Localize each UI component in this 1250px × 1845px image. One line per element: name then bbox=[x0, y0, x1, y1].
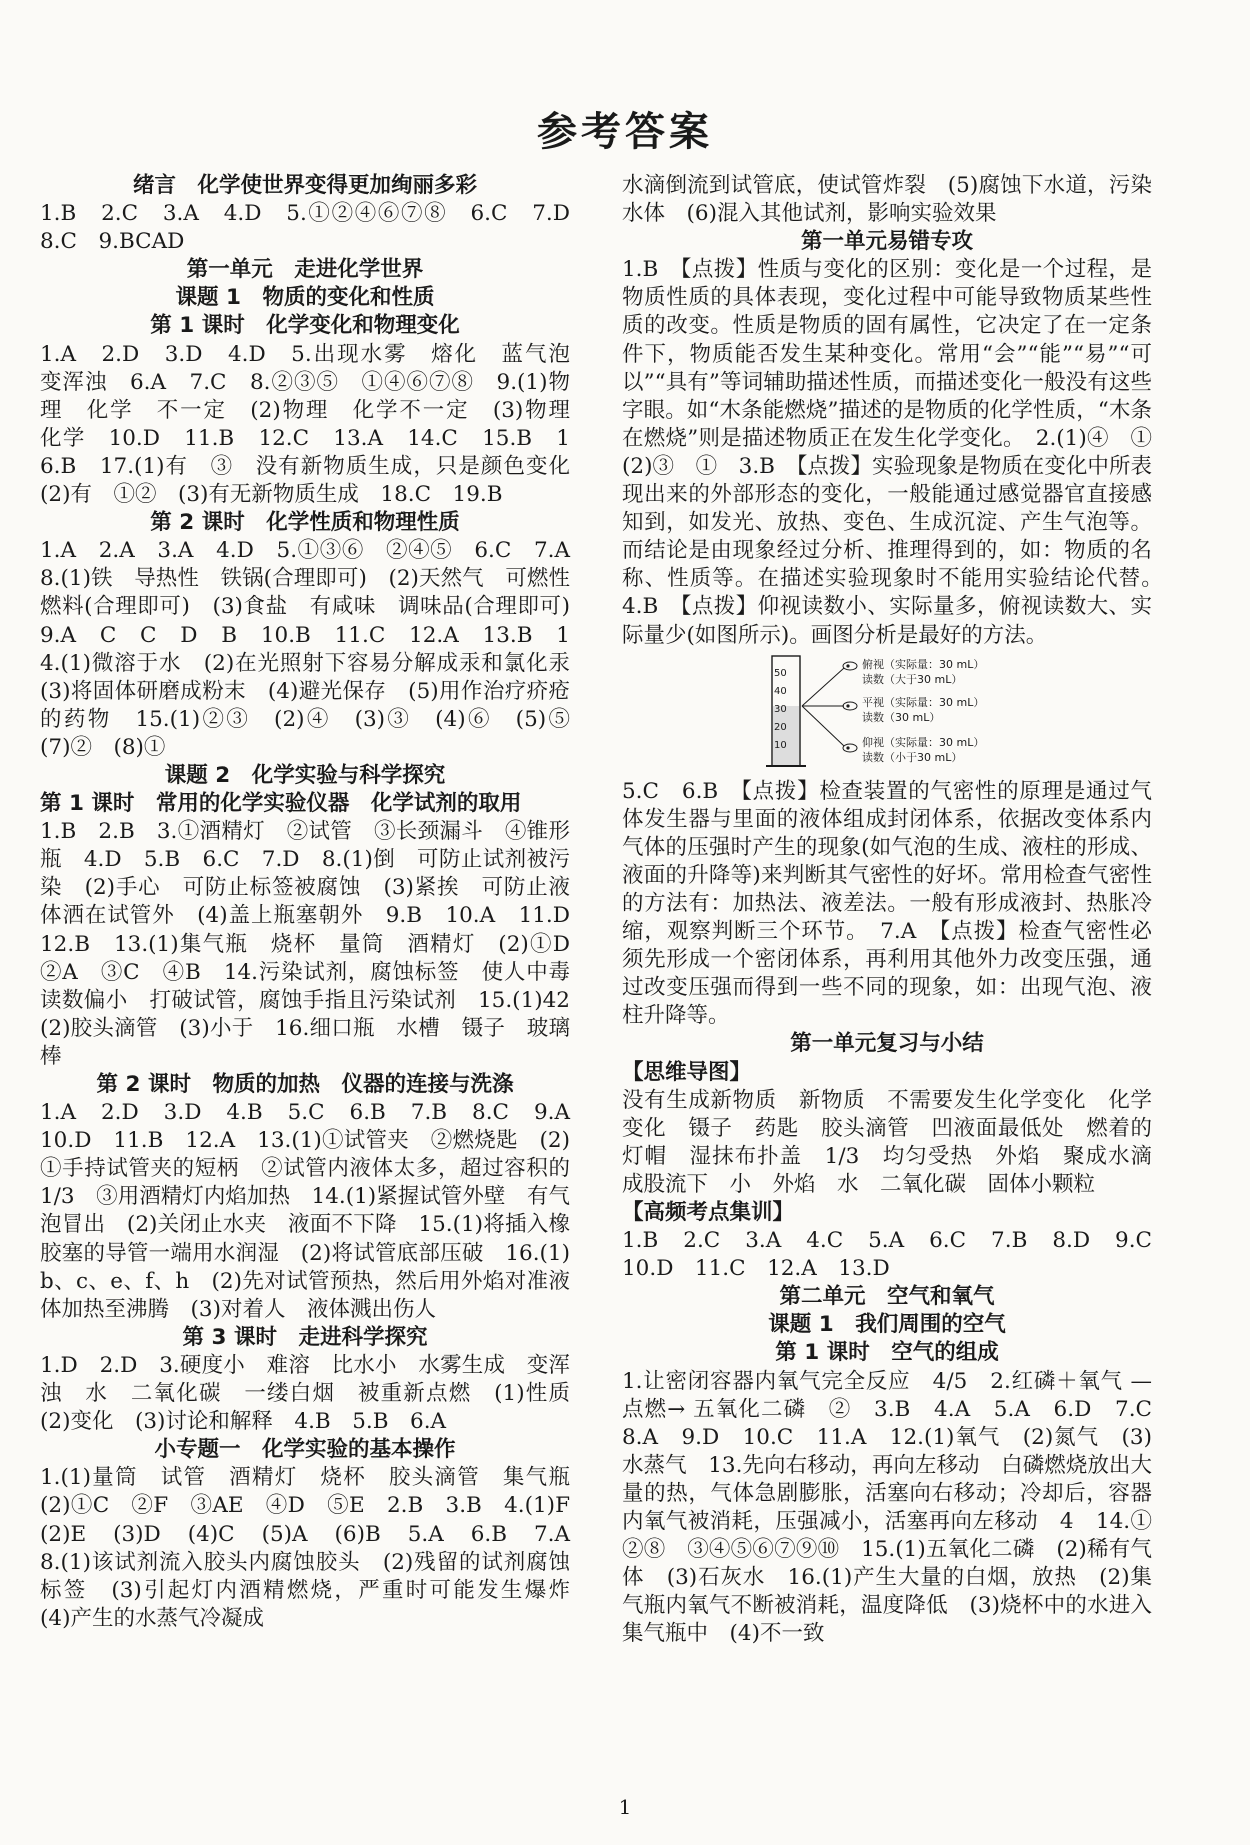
section-heading-intro: 绪言 化学使世界变得更加绚丽多彩 bbox=[132, 173, 477, 198]
page-number: 1 bbox=[618, 1795, 632, 1819]
frequent-points-answers: 1.B 2.C 3.A 4.C 5.A 6.C 7.B 8.D 9.C 10.D 11.C 12.A 13.D bbox=[622, 1228, 1174, 1282]
tick-label-10: 10 bbox=[774, 739, 787, 751]
tick-label-40: 40 bbox=[774, 685, 787, 697]
bottom-sightline bbox=[802, 706, 844, 746]
label-overhead-reading: 读数（大于30 mL） bbox=[862, 672, 963, 686]
label-upward-view: 仰视（实际量：30 mL） bbox=[862, 735, 985, 749]
mindmap-heading: 【思维导图】 bbox=[622, 1059, 752, 1085]
unit2-lesson-heading-1: 第 1 课时 空气的组成 bbox=[775, 1340, 999, 1366]
tick-label-30: 30 bbox=[774, 703, 787, 715]
answers-easy-2: 5.C 6.B 【点拨】检查装置的气密性的原理是通过气体发生器与里面的液体组成封闭体系，依据改变体系内气体的压强时产生的现象(如气泡的生成、液柱的形成、液面的升降等)来判断其气密性的好坏。常用检查气密性的方法有：加热法、液差法。一般有形成液封、热胀冷缩，观察判断三个环节。 7.A 【点拨】检查气密性必须先形成一个密闭体系，再利用其他外力改变压强，通过改变压强而得到一些不同的现象，如：出现气泡、液柱升降等。 bbox=[622, 778, 1152, 1029]
answers-lesson-3: 1.B 2.B 3.①酒精灯 ②试管 ③长颈漏斗 ④锥形瓶 4.D 5.B 6.C 7.D 8.(1)倒 可防止试剂被污染 (2)手心 可防止标签被腐蚀 (3)紧挨 可防止液体洒在试管外 (4)盖上瓶塞朝外 9.B 10.A 11.D 12.B 13.(1)集气瓶 烧杯 量筒 酒精灯 (2)①D ②A ③C ④B 14.污染试剂，腐蚀标签 使人中毒 读数偏小 打破试管，腐蚀手指且污染试剂 15.(1)42 (2)胶头滴管 (3)小于 16.细口瓶 水槽 镊子 玻璃棒 bbox=[40, 819, 592, 1069]
unit-heading-1: 第一单元 走进化学世界 bbox=[186, 257, 424, 283]
lesson-heading-5: 第 3 课时 走进科学探究 bbox=[182, 1324, 428, 1350]
page-title: 参考答案 bbox=[537, 108, 713, 155]
answers-lesson-1: 1.A 2.D 3.D 4.D 5.出现水雾 熔化 蓝气泡 变浑浊 6.A 7.C 8.②③⑤ ①④⑥⑦⑧ 9.(1)物理 化学 不一定 (2)物理 化学不一定 (3)物理 化学 10.D 11.B 12.C 13.A 14.C 15.B 16.B 17.(1)有 ③ 没有新物质生成，只是颜色变化 (2)有 ①② (3)有无新物质生成 18.C 19.B bbox=[40, 341, 592, 508]
label-upward-reading: 读数（小于30 mL） bbox=[862, 750, 963, 764]
answers-intro: 1.B 2.C 3.A 4.D 5.①②④⑥⑦⑧ 6.C 7.D 8.C 9.BCAD bbox=[40, 201, 592, 255]
answers-unit2-lesson-1: 1.让密闭容器内氧气完全反应 4/5 2.红磷＋氧气 —点燃→ 五氧化二磷 ② 3.B 4.A 5.A 6.D 7.C 8.A 9.D 10.C 11.A 12.(1)氧气 (2)氮气 (3)水蒸气 13.先向右移动，再向左移动 白磷燃烧放出大量的热，气体急剧膨胀，活塞向右移动；冷却后，容器内氧气被消耗，压强减小，活塞再向左移动 4 14.①②⑧ ③④⑤⑥⑦⑨⑩ 15.(1)五氧化二磷 (2)稀有气体 (3)石灰水 16.(1)产生大量的白烟，放热 (2)集气瓶内氧气不断被消耗，温度降低 (3)烧杯中的水进入集气瓶中 (4)不一致 bbox=[622, 1368, 1174, 1647]
review-heading: 第一单元复习与小结 bbox=[790, 1031, 984, 1057]
topic-heading-2: 课题 2 化学实验与科学探究 bbox=[164, 762, 446, 788]
mindmap-answers: 没有生成新物质 新物质 不需要发生化学变化 化学变化 镊子 药匙 胶头滴管 凹液面最低处 燃着的 灯帽 湿抹布扑盖 1/3 均匀受热 外焰 聚成水滴 成股流下 小 外焰 水 二氧化碳 固体小颗粒 bbox=[622, 1087, 1174, 1197]
answers-lesson-5: 1.D 2.D 3.硬度小 难溶 比水小 水雾生成 变浑浊 水 二氧化碳 一缕白烟 被重新点燃 (1)性质 (2)变化 (3)讨论和解释 4.B 5.B 6.A bbox=[40, 1352, 592, 1435]
graduated-cylinder-diagram bbox=[762, 654, 1022, 772]
eye-icon-top bbox=[843, 662, 857, 670]
eye-icon-middle bbox=[843, 702, 857, 710]
tick-label-50: 50 bbox=[774, 667, 787, 679]
frequent-points-heading: 【高频考点集训】 bbox=[622, 1200, 795, 1225]
lesson-heading-1: 第 1 课时 化学变化和物理变化 bbox=[150, 313, 460, 339]
label-overhead-view: 俯视（实际量：30 mL） bbox=[862, 657, 985, 671]
eye-icon-bottom bbox=[843, 744, 857, 752]
tick-label-20: 20 bbox=[774, 721, 787, 733]
left-column bbox=[40, 172, 592, 1633]
unit2-topic-heading-1: 课题 1 我们周围的空气 bbox=[768, 1312, 1006, 1338]
cylinder-reading-figure bbox=[622, 654, 1152, 772]
unit-heading-2: 第二单元 空气和氧气 bbox=[779, 1284, 995, 1310]
lesson-heading-3: 第 1 课时 常用的化学实验仪器 化学试剂的取用 bbox=[40, 791, 522, 817]
label-level-reading: 读数（30 mL） bbox=[862, 710, 941, 724]
answers-special-1: 1.(1)量筒 试管 酒精灯 烧杯 胶头滴管 集气瓶 (2)①C ②F ③AE ④D ⑤E 2.B 3.B 4.(1)F (2)E (3)D (4)C (5)A (6)B 5.A 6.B 7.A 8.(1)该试剂流入胶头内腐蚀胶头 (2)残留的试剂腐蚀标签 (3)引起灯内酒精燃烧，严重时可能发生爆炸 (4)产生的水蒸气冷凝成 bbox=[40, 1465, 592, 1631]
top-sightline bbox=[802, 668, 844, 706]
answers-lesson-4: 1.A 2.D 3.D 4.B 5.C 6.B 7.B 8.C 9.A 10.D 11.B 12.A 13.(1)①试管夹 ②燃烧匙 (2)①手持试管夹的短柄 ②试管内液体太多，超过容积的1/3 ③用酒精灯内焰加热 14.(1)紧握试管外壁 有气泡冒出 (2)关闭止水夹 液面不下降 15.(1)将插入橡胶塞的导管一端用水润湿 (2)将试管底部压破 16.(1)b、c、e、f、h (2)先对试管预热，然后用外焰对准液体加热至沸腾 (3)对着人 液体溅出伤人 bbox=[40, 1100, 592, 1322]
answers-continued: 水滴倒流到试管底，使试管炸裂 (5)腐蚀下水道，污染水体 (6)混入其他试剂，影响实验效果 bbox=[622, 173, 1152, 227]
right-column bbox=[622, 172, 1174, 1649]
lesson-heading-4: 第 2 课时 物质的加热 仪器的连接与洗涤 bbox=[96, 1072, 514, 1097]
topic-heading-1: 课题 1 物质的变化和性质 bbox=[175, 285, 435, 311]
label-level-view: 平视（实际量：30 mL） bbox=[862, 695, 985, 709]
easy-error-heading: 第一单元易错专攻 bbox=[800, 229, 973, 255]
answers-easy-1: 1.B 【点拨】性质与变化的区别：变化是一个过程，是物质性质的具体表现，变化过程中可能导致物质某些性质的改变。性质是物质的固有属性，它决定了在一定条件下，物质能否发生某种变化。常用“会”“能”“易”“可以”“具有”等词辅助描述性质，而描述变化一般没有这些字眼。如“木条能燃烧”描述的是物质的化学性质，“木条在燃烧”则是描述物质正在发生化学变化。 2.(1)④ ① (2)③ ① 3.B 【点拨】实验现象是物质在变化中所表现出来的外部形态的变化，一般能通过感觉器官直接感知到，如发光、放热、变色、生成沉淀、产生气泡等。而结论是由现象经过分析、推理得到的，如：物质的名称、性质等。在描述实验现象时不能用实验结论代替。 4.B 【点拨】仰视读数小、实际量多，俯视读数大、实际量少(如图所示)。画图分析是最好的方法。 bbox=[622, 257, 1174, 648]
answers-lesson-2: 1.A 2.A 3.A 4.D 5.①③⑥ ②④⑤ 6.C 7.A 8.(1)铁 导热性 铁锅(合理即可) (2)天然气 可燃性 燃料(合理即可) (3)食盐 有咸味 调味品(合理即可) 9.A C C D B 10.B 11.C 12.A 13.B 14.(1)微溶于水 (2)在光照射下容易分解成汞和氯化汞 (3)将固体研磨成粉末 (4)避光保存 (5)用作治疗疥疮的药物 15.(1)②③ (2)④ (3)③ (4)⑥ (5)⑤ (7)② (8)① bbox=[40, 538, 592, 760]
special-heading-1: 小专题一 化学实验的基本操作 bbox=[154, 1437, 456, 1463]
lesson-heading-2: 第 2 课时 化学性质和物理性质 bbox=[150, 510, 460, 536]
